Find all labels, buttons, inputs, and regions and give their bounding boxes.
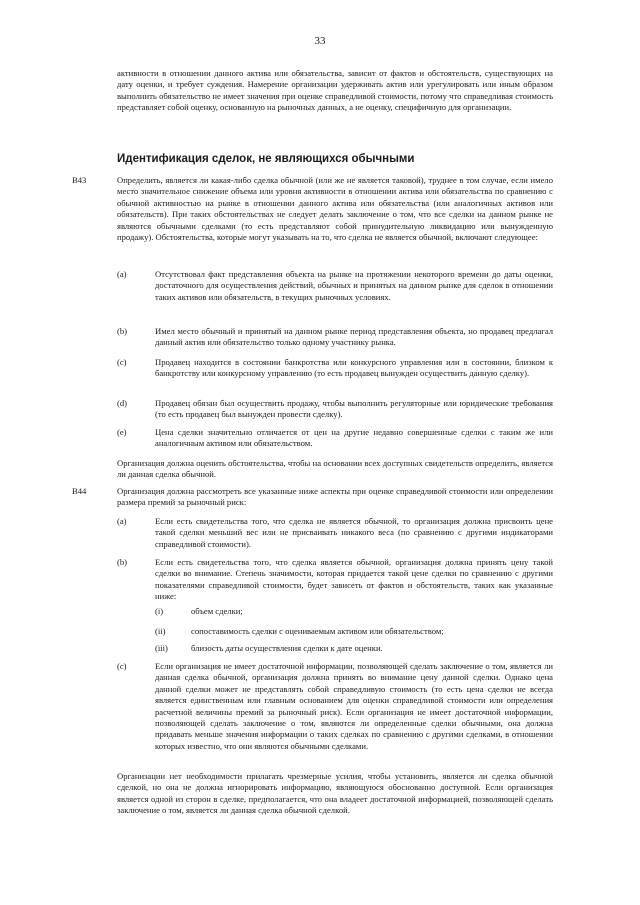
sublist-item-ii: сопоставимость сделки с оцениваемым активом или обязательством; [191, 626, 444, 636]
sublist-marker-i: (i) [155, 606, 164, 616]
list-item-d: Продавец обязан был осуществить продажу, чтобы выполнить регуляторные или юридические требования (то есть продавец был вынужден провести сделку). [155, 398, 553, 420]
list-marker-b44-a: (a) [117, 516, 127, 526]
paragraph-b43: Определить, является ли какая-либо сделка обычной (или же не является таковой), труднее в том случае, если имело место значительное снижение объема или уровня активности в отношении актива или обязательства по сравнению с обычной активностью на рынке в отношении данного актива или обязательства (или аналогичных активов или обязательств). При таких обстоятельствах не следует делать заключение о том, что все сделки на данном рынке не являются обычными сделками (то есть представляют собой принудительную ликвидацию или вынужденную продажу). Обстоятельства, которые могут указывать на то, что сделка не является обычной, включают следующее: [117, 175, 553, 243]
list-marker-a: (a) [117, 269, 127, 279]
list-item-b: Имел место обычный и принятый на данном рынке период представления объекта, но продавец предлагал данный актив или обязательство только одному участнику рынка. [155, 326, 553, 348]
list-item-b44-b: Если есть свидетельства того, что сделка является обычной, организация должна принять цену такой сделки во внимание. Степень значимости, которая придается такой цене сделки по сравнению с другими показателями справедливой стоимости, будет зависеть от фактов и обстоятельств, таких как указанные ниже: [155, 557, 553, 602]
paragraph-b44: Организация должна рассмотреть все указанные ниже аспекты при оценке справедливой стоимости или определении размера премий за рыночный риск: [117, 486, 553, 508]
list-item-b44-c: Если организация не имеет достаточной информации, позволяющей сделать заключение о том, является ли данная сделка обычной, организация должна принять во внимание цену данной сделки. Однако цена данной сделки может не представлять собой справедливую стоимость (то есть цена сделки не всегда является единственным или главным основанием для оценки справедливой стоимости или определения расчетной величины премий за рыночный риск). Если организация не имеет достаточной информации, позволяющей сделать заключение о том, являются ли определенные сделки обычными, она должна придавать меньше значения информации о таких сделках по сравнению с другими сделками, в отношении которых известно, что они являются обычными сделками. [155, 661, 553, 751]
list-marker-b44-c: (c) [117, 661, 127, 671]
list-marker-b44-b: (b) [117, 557, 128, 567]
sublist-item-i: объем сделки; [191, 606, 243, 616]
list-item-a: Отсутствовал факт представления объекта на рынке на протяжении некоторого времени до даты оценки, достаточного для осуществления действий, обычных и принятых на данном рынке для сделок в отношении таких активов или обязательств, в текущих рыночных условиях. [155, 269, 553, 302]
list-item-e: Цена сделки значительно отличается от цен на другие недавно совершенные сделки с таким же или аналогичным активом или обязательством. [155, 427, 553, 449]
paragraph-id-b44: B44 [72, 486, 87, 496]
list-marker-e: (e) [117, 427, 127, 437]
paragraph-id-b43: B43 [72, 175, 87, 185]
paragraph-b43-closing: Организация должна оценить обстоятельства, чтобы на основании всех доступных свидетельств определить, является ли данная сделка обычной. [117, 458, 553, 480]
list-marker-d: (d) [117, 398, 128, 408]
paragraph-b44-closing: Организации нет необходимости прилагать чрезмерные усилия, чтобы установить, является ли сделка обычной сделкой, но она не должна игнорировать информацию, являющуюся обоснованно доступной. Если организация является одной из сторон в сделке, предполагается, что она владеет достаточной информацией, позволяющей сделать заключение о том, является ли данная сделка обычной сделкой. [117, 771, 553, 816]
list-item-c: Продавец находится в состоянии банкротства или конкурсного управления или в состоянии, близком к банкротству или конкурсному управлению (то есть продавец вынужден осуществить данную сделку). [155, 357, 553, 379]
list-marker-c: (c) [117, 357, 127, 367]
section-heading: Идентификация сделок, не являющихся обычными [117, 153, 415, 165]
list-item-b44-a: Если есть свидетельства того, что сделка не является обычной, то организация должна присвоить цене такой сделки меньший вес или не присваивать никакого веса (по сравнению с другими индикаторами справедливой стоимости). [155, 516, 553, 549]
list-marker-b: (b) [117, 326, 128, 336]
sublist-item-iii: близость даты осуществления сделки к дате оценки. [191, 643, 383, 653]
intro-paragraph: активности в отношении данного актива или обязательства, зависит от фактов и обстоятельств, существующих на дату оценки, и требует суждения. Намерение организации удерживать актив или урегулировать или иным образом выполнить обязательство не имеет значения при оценке справедливой стоимости, потому что справедливая стоимость представляет собой оценку, основанную на рыночных данных, а не оценку, специфичную для организации. [117, 68, 553, 113]
sublist-marker-ii: (ii) [155, 626, 166, 636]
page-number: 33 [314, 35, 326, 47]
sublist-marker-iii: (iii) [155, 643, 168, 653]
